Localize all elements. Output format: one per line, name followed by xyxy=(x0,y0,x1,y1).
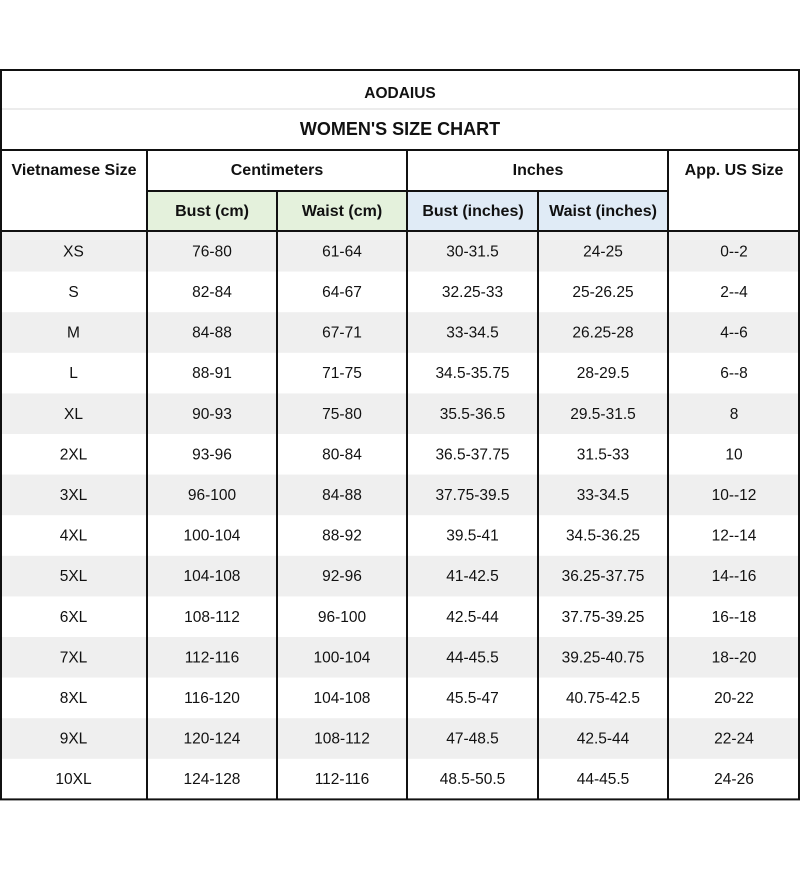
cell-bust-cm: 124-128 xyxy=(183,771,241,789)
cell-us-size: 14--16 xyxy=(711,568,757,586)
cell-waist-cm: 84-88 xyxy=(322,486,362,504)
header-waist-cm: Waist (cm) xyxy=(301,203,383,221)
cell-waist-cm: 64-67 xyxy=(322,283,362,301)
cell-bust-cm: 96-100 xyxy=(187,486,237,504)
cell-bust-cm: 76-80 xyxy=(192,243,232,261)
cell-bust-inches: 39.5-41 xyxy=(446,527,499,545)
cell-waist-cm: 88-92 xyxy=(322,527,362,545)
row-stripe xyxy=(1,718,799,759)
cell-us-size: 4--6 xyxy=(720,324,748,342)
cell-bust-inches: 48.5-50.5 xyxy=(439,771,506,789)
cell-waist-inches: 36.25-37.75 xyxy=(561,568,645,586)
cell-bust-inches: 44-45.5 xyxy=(446,649,499,667)
table-row xyxy=(60,528,757,545)
cell-bust-cm: 108-112 xyxy=(184,608,240,626)
cell-bust-cm: 100-104 xyxy=(183,527,241,545)
cell-waist-cm: 112-116 xyxy=(314,771,370,789)
cell-bust-inches: 37.75-39.5 xyxy=(435,486,510,504)
cell-waist-cm: 71-75 xyxy=(322,365,362,383)
cell-waist-cm: 80-84 xyxy=(322,446,362,464)
cell-waist-inches: 42.5-44 xyxy=(576,730,630,748)
cell-waist-cm: 75-80 xyxy=(322,405,362,423)
cell-bust-inches: 36.5-37.75 xyxy=(435,446,510,464)
cell-size: 6XL xyxy=(59,608,88,626)
row-stripe xyxy=(1,475,799,516)
cell-waist-inches: 37.75-39.25 xyxy=(561,608,645,626)
size-chart xyxy=(0,69,800,801)
header-bust-inches: Bust (inches) xyxy=(422,203,524,221)
cell-waist-cm: 67-71 xyxy=(322,324,362,342)
cell-bust-inches: 42.5-44 xyxy=(446,608,499,626)
row-stripe xyxy=(1,637,799,678)
cell-bust-inches: 35.5-36.5 xyxy=(439,405,506,423)
cell-bust-cm: 90-93 xyxy=(192,405,232,423)
cell-waist-cm: 96-100 xyxy=(317,608,367,626)
table-borders xyxy=(1,70,799,799)
header-bust-cm: Bust (cm) xyxy=(175,203,249,221)
cell-bust-cm: 120-124 xyxy=(183,730,241,748)
table-row xyxy=(55,771,753,788)
cell-waist-inches: 28-29.5 xyxy=(576,365,630,383)
cell-waist-inches: 24-25 xyxy=(583,243,623,261)
row-stripe xyxy=(1,556,799,597)
cell-size: L xyxy=(69,365,78,383)
cell-us-size: 8 xyxy=(729,405,739,423)
cell-bust-cm: 112-116 xyxy=(184,649,240,667)
table-row xyxy=(60,446,743,463)
cell-bust-cm: 104-108 xyxy=(183,568,241,586)
cell-us-size: 6--8 xyxy=(720,365,748,383)
cell-us-size: 22-24 xyxy=(714,730,754,748)
cell-size: 4XL xyxy=(59,527,88,545)
cell-size: 8XL xyxy=(59,689,88,707)
header-us-size: App. US Size xyxy=(684,162,784,180)
cell-bust-inches: 45.5-47 xyxy=(446,689,499,707)
table-row xyxy=(69,365,748,382)
cell-waist-cm: 100-104 xyxy=(313,649,371,667)
cell-us-size: 0--2 xyxy=(720,243,748,261)
cell-bust-cm: 93-96 xyxy=(192,446,232,464)
cell-bust-inches: 33-34.5 xyxy=(446,324,499,342)
cell-waist-cm: 104-108 xyxy=(313,689,371,707)
cell-us-size: 20-22 xyxy=(714,689,754,707)
cell-size: M xyxy=(67,324,80,342)
cell-waist-cm: 61-64 xyxy=(322,243,362,261)
header-inches: Inches xyxy=(512,162,564,180)
cell-us-size: 10--12 xyxy=(711,486,757,504)
cell-bust-inches: 41-42.5 xyxy=(446,568,499,586)
header-centimeters: Centimeters xyxy=(230,162,324,180)
row-stripes xyxy=(1,231,799,759)
cell-size: 9XL xyxy=(59,730,88,748)
cell-size: S xyxy=(68,283,79,301)
cell-waist-inches: 34.5-36.25 xyxy=(565,527,641,545)
brand-name: AODAIUS xyxy=(364,85,436,103)
cell-waist-inches: 26.25-28 xyxy=(572,324,634,342)
cell-waist-cm: 108-112 xyxy=(314,730,370,748)
cell-waist-inches: 29.5-31.5 xyxy=(570,405,636,423)
cell-us-size: 24-26 xyxy=(714,771,754,789)
cell-bust-cm: 82-84 xyxy=(192,283,232,301)
cell-waist-inches: 25-26.25 xyxy=(572,283,634,301)
cell-size: 7XL xyxy=(59,649,88,667)
size-chart-svg xyxy=(0,69,800,801)
cell-bust-inches: 47-48.5 xyxy=(446,730,499,748)
cell-bust-inches: 30-31.5 xyxy=(446,243,499,261)
cell-bust-cm: 88-91 xyxy=(192,365,232,383)
row-stripe xyxy=(1,393,799,434)
cell-waist-cm: 92-96 xyxy=(322,568,362,586)
cell-us-size: 10 xyxy=(725,446,743,464)
cell-waist-inches: 40.75-42.5 xyxy=(565,689,641,707)
cell-waist-inches: 39.25-40.75 xyxy=(561,649,645,667)
table-row xyxy=(68,284,748,301)
cell-us-size: 18--20 xyxy=(711,649,757,667)
cell-us-size: 2--4 xyxy=(720,283,748,301)
cell-bust-inches: 34.5-35.75 xyxy=(435,365,510,383)
cell-size: 10XL xyxy=(55,771,92,789)
cell-size: XL xyxy=(64,405,83,423)
header-vietnamese-size: Vietnamese Size xyxy=(11,162,137,180)
cell-size: 5XL xyxy=(59,568,88,586)
cell-us-size: 12--14 xyxy=(711,527,757,545)
cell-size: 2XL xyxy=(59,446,88,464)
table-row xyxy=(60,609,757,626)
cell-bust-inches: 32.25-33 xyxy=(441,283,504,301)
cell-size: 3XL xyxy=(59,486,88,504)
cell-bust-cm: 116-120 xyxy=(184,689,240,707)
header-waist-inches: Waist (inches) xyxy=(549,203,657,221)
cell-size: XS xyxy=(63,243,84,261)
row-stripe xyxy=(1,231,799,272)
cell-waist-inches: 44-45.5 xyxy=(576,771,630,789)
outer-border xyxy=(1,70,799,799)
row-stripe xyxy=(1,312,799,353)
chart-title: WOMEN'S SIZE CHART xyxy=(299,118,501,139)
cell-waist-inches: 31.5-33 xyxy=(576,446,630,464)
cell-us-size: 16--18 xyxy=(711,608,757,626)
cell-waist-inches: 33-34.5 xyxy=(576,486,630,504)
cell-bust-cm: 84-88 xyxy=(192,324,232,342)
